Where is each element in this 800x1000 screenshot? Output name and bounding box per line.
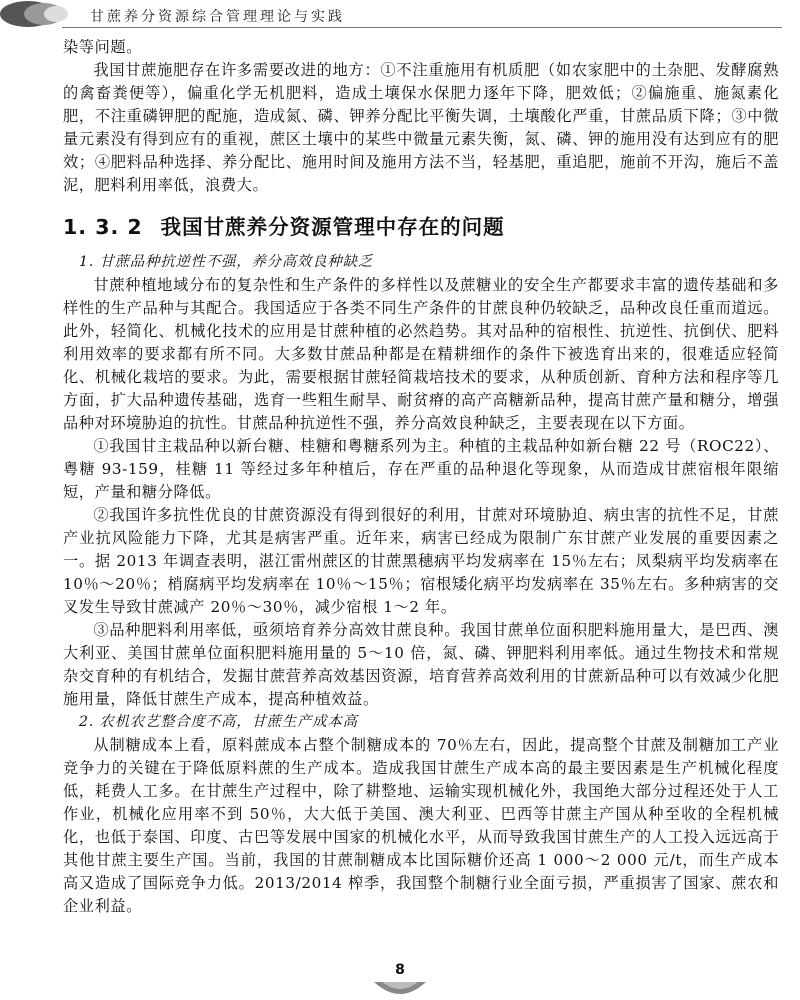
footer-ornament-icon [372,980,428,1000]
paragraph: ①我国甘主栽品种以新台糖、桂糖和粤糖系列为主。种植的主栽品种如新台糖 22 号（ROC22）、粤糖 93-159，桂糖 11 等经过多年种植后，存在严重的品种退化等现象，从而造成甘蔗宿根年限缩短，产量和糖分降低。 [63,437,779,501]
subheading: 2. 农机农艺整合度不高，甘蔗生产成本高 [78,714,358,730]
paragraph: 染等问题。 [63,38,142,56]
page-footer [0,958,800,1000]
section-heading [63,210,779,240]
paragraph: ②我国许多抗性优良的甘蔗资源没有得到很好的利用，甘蔗对环境胁迫、病虫害的抗性不足，甘蔗产业抗风险能力下降，尤其是病害严重。近年来，病害已经成为限制广东甘蔗产业发展的重要因素之一。据 2013 年调查表明，湛江雷州蔗区的甘蔗黑穗病平均发病率在 15％左右；凤梨病平均发病率在 10％～20％；梢腐病平均发病率在 10％～15％；宿根矮化病平均发病率在 35％左右。多种病害的交叉发生导致甘蔗减产 20％～30％，减少宿根 1～2 年。 [63,506,779,616]
page-number: 8 [395,962,405,978]
paragraph: ③品种肥料利用率低，亟须培育养分高效甘蔗良种。我国甘蔗单位面积肥料施用量大，是巴西、澳大利亚、美国甘蔗单位面积肥料施用量的 5～10 倍，氮、磷、钾肥料利用率低。通过生物技术和常规杂交育种的有机结合，发掘甘蔗营养高效基因资源，培育营养高效利用的甘蔗新品种可以有效减少化肥施用量，降低甘蔗生产成本，提高种植效益。 [63,621,779,708]
page-body [63,36,779,918]
paragraph: 我国甘蔗施肥存在许多需要改进的地方：①不注重施用有机质肥（如农家肥中的土杂肥、发酵腐熟的禽畜粪便等），偏重化学无机肥料，造成土壤保水保肥力逐年下降，肥效低；②偏施重、施氮素化肥，不注重磷钾肥的配施，造成氮、磷、钾养分配比平衡失调，土壤酸化严重，甘蔗品质下降；③中微量元素没有得到应有的重视，蔗区土壤中的某些中微量元素失衡，氮、磷、钾的施用没有达到应有的肥效；④肥料品种选择、养分配比、施用时间及施用方法不当，轻基肥，重追肥，施前不开沟，施后不盖泥，肥料利用率低，浪费大。 [63,61,779,194]
running-title: 甘蔗养分资源综合管理理论与实践 [90,9,345,25]
section-title: 我国甘蔗养分资源管理中存在的问题 [160,215,505,239]
paragraph: 甘蔗种植地域分布的复杂性和生产条件的多样性以及蔗糖业的安全生产都要求丰富的遗传基础和多样性的生产品种与其配合。我国适应于各类不同生产条件的甘蔗良种仍较缺乏，品种改良任重而道远。此外，轻简化、机械化技术的应用是甘蔗种植的必然趋势。其对品种的宿根性、抗逆性、抗倒伏、肥料利用效率的要求都有所不同。大多数甘蔗品种都是在精耕细作的条件下被选育出来的，很难适应轻简化、机械化栽培的要求。为此，需要根据甘蔗轻简栽培技术的要求，从种质创新、育种方法和程序等几方面，扩大品种遗传基础，选育一些粗生耐旱、耐贫瘠的高产高糖新品种，提高甘蔗产量和糖分，增强品种对环境胁迫的抗性。甘蔗品种抗逆性不强，养分高效良种缺乏，主要表现在以下方面。 [63,276,779,432]
subheading: 1. 甘蔗品种抗逆性不强，养分高效良种缺乏 [78,254,373,270]
header-divider [62,27,782,28]
running-header [0,0,800,32]
paragraph: 从制糖成本上看，原料蔗成本占整个制糖成本的 70％左右，因此，提高整个甘蔗及制糖加工产业竞争力的关键在于降低原料蔗的生产成本。造成我国甘蔗生产成本高的最主要因素是生产机械化程度低，耗费人工多。在甘蔗生产过程中，除了耕整地、运输实现机械化外，我国绝大部分过程还处于人工作业，机械化应用率不到 50％，大大低于美国、澳大利亚、巴西等甘蔗主产国从种至收的全程机械化，也低于泰国、印度、古巴等发展中国家的机械化水平，从而导致我国甘蔗生产的人工投入远远高于其他甘蔗主要生产国。当前，我国的甘蔗制糖成本比国际糖价还高 1 000～2 000 元/t，而生产成本高又造成了国际竞争力低。2013/2014 榨季，我国整个制糖行业全面亏损，严重损害了国家、蔗农和企业利益。 [63,736,779,915]
section-number: 1. 3. 2 [63,215,143,239]
